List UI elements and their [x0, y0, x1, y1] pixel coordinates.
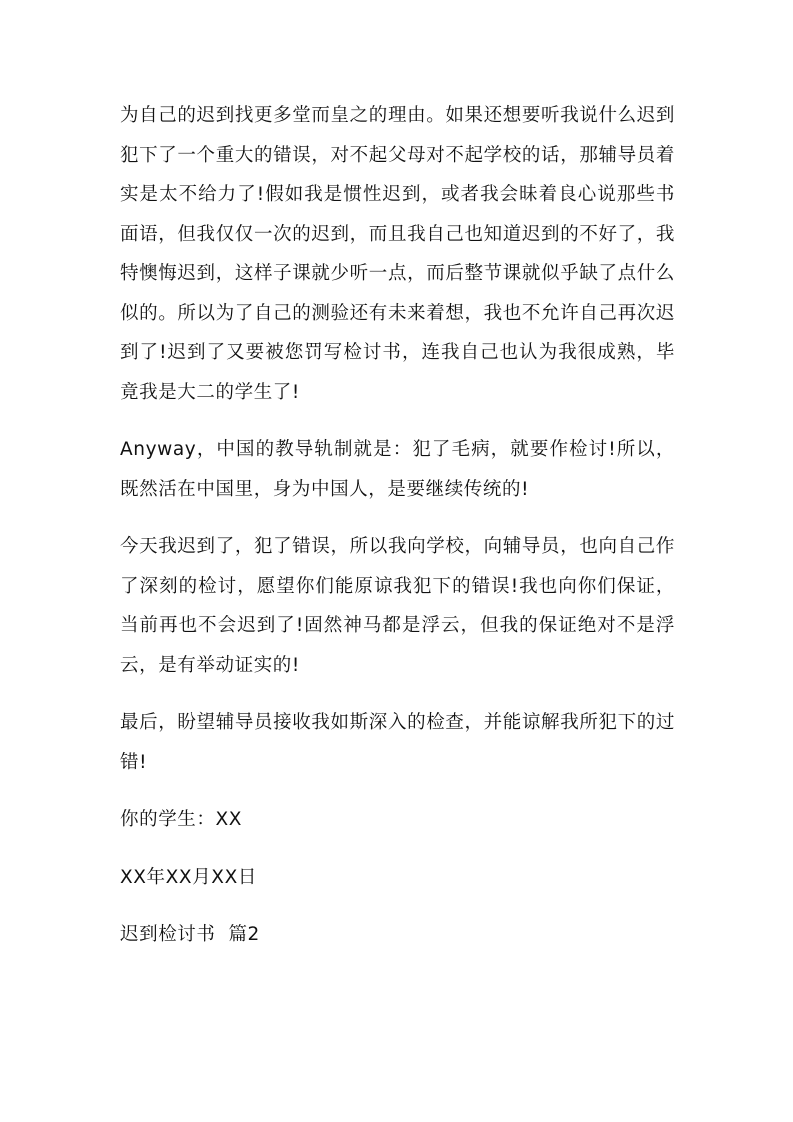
paragraph-3: 今天我迟到了，犯了错误，所以我向学校，向辅导员，也向自己作了深刻的检讨，愿望你们能原谅我犯下的错误!我也向你们保证，当前再也不会迟到了!固然神马都是浮云，但我的保证绝对不是浮云，是有举动证实的!	[120, 536, 675, 676]
document-body	[120, 96, 675, 955]
signature-line: 你的学生：XX	[120, 809, 243, 830]
paragraph-spacer	[120, 685, 675, 703]
paragraph-4: 最后，盼望辅导员接收我如斯深入的检查，并能谅解我所犯下的过错!	[120, 712, 675, 773]
paragraph-spacer	[120, 840, 675, 858]
paragraph-spacer	[120, 509, 675, 527]
paragraph-spacer	[120, 897, 675, 915]
date-line: XX年XX月XX日	[120, 866, 257, 888]
next-section-heading: 迟到检讨书 篇2	[120, 924, 260, 945]
paragraph-1: 为自己的迟到找更多堂而皇之的理由。如果还想要听我说什么迟到犯下了一个重大的错误，对不起父母对不起学校的话，那辅导员着实是太不给力了!假如我是惯性迟到，或者我会昧着良心说那些书面语，但我仅仅一次的迟到，而且我自己也知道迟到的不好了，我特懊悔迟到，这样子课就少听一点，而后整节课就似乎缺了点什么似的。所以为了自己的测验还有未来着想，我也不允许自己再次迟到了!迟到了又要被您罚写检讨书，连我自己也认为我很成熟，毕竟我是大二的学生了!	[120, 105, 675, 403]
paragraph-spacer	[120, 412, 675, 430]
paragraph-2: Anyway，中国的教导轨制就是：犯了毛病，就要作检讨!所以，既然活在中国里，身为中国人，是要继续传统的!	[120, 439, 675, 500]
paragraph-spacer	[120, 782, 675, 800]
